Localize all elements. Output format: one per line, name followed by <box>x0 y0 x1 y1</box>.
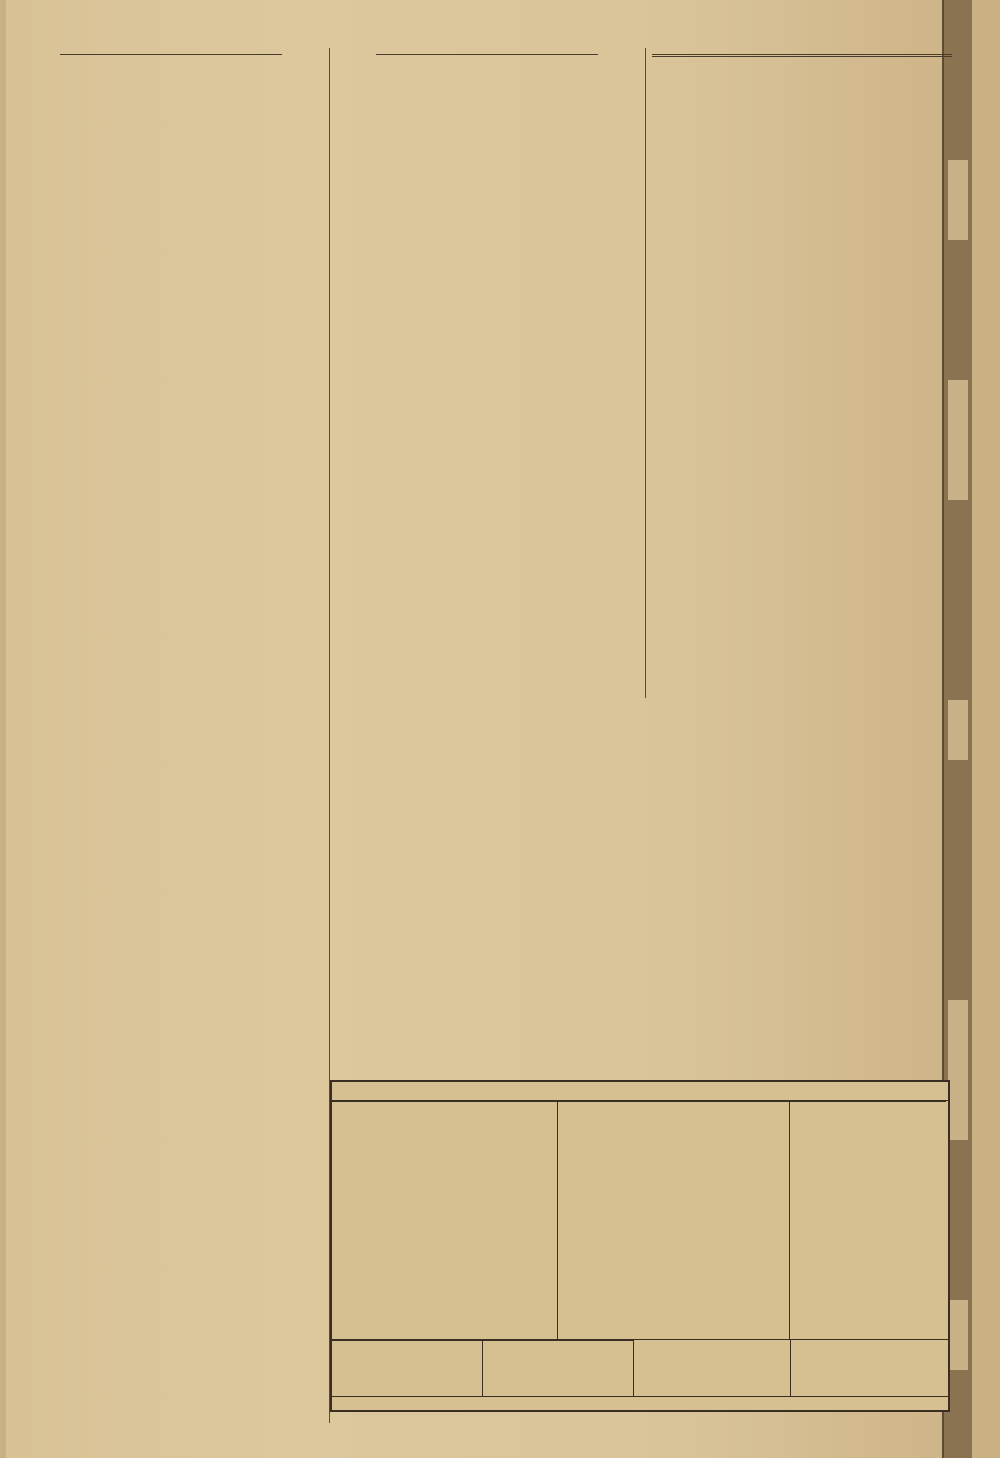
table-header-row <box>332 1101 557 1102</box>
after-bourse-line <box>332 1397 948 1399</box>
table-block-gold <box>332 1340 483 1396</box>
table-main-grid <box>332 1101 948 1340</box>
table-block-silber <box>483 1340 634 1396</box>
table-block-loose <box>634 1340 791 1396</box>
section-divider-double <box>652 54 952 57</box>
column-2-italien <box>336 706 636 1071</box>
section-divider <box>376 54 598 55</box>
table-header-row <box>332 1340 482 1341</box>
table-block-wechsel <box>790 1101 946 1339</box>
table-header-row <box>483 1340 633 1341</box>
maker-signature <box>791 1340 947 1379</box>
table-block-maker <box>791 1340 947 1396</box>
table-block-foreign <box>558 1101 790 1339</box>
column-1 <box>20 48 322 1423</box>
column-2 <box>336 48 638 698</box>
section-divider <box>60 54 282 55</box>
column-3 <box>652 48 952 698</box>
exchange-rates-table <box>330 1080 950 1412</box>
column-rule-2 <box>645 48 646 698</box>
table-title-row <box>332 1082 948 1101</box>
table-header-row <box>558 1101 789 1102</box>
table-header-row <box>790 1101 946 1102</box>
table-block-states <box>332 1101 558 1339</box>
table-lower-grid <box>332 1340 948 1397</box>
